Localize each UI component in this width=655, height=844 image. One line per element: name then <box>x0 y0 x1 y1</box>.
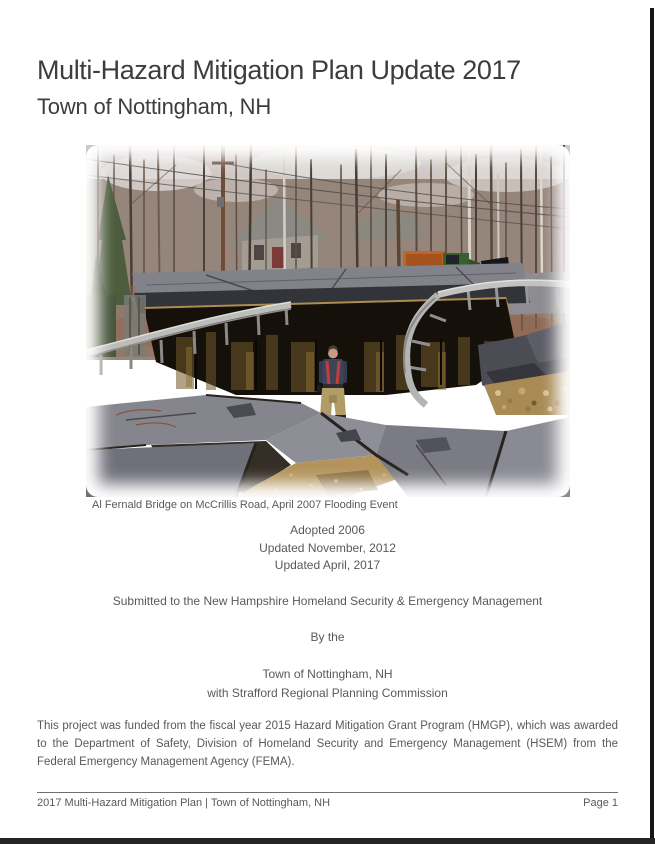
footer-divider <box>37 792 618 793</box>
cover-photo <box>86 145 570 497</box>
submitted-to-line: Submitted to the New Hampshire Homeland Security & Emergency Management <box>112 594 543 608</box>
planning-commission-line: with Strafford Regional Planning Commission <box>207 685 448 700</box>
by-the-line: By the <box>310 630 345 644</box>
page-title: Multi-Hazard Mitigation Plan Update 2017 <box>37 55 521 85</box>
cover-photo-illustration <box>86 145 570 497</box>
updated-2012-line: Updated November, 2012 <box>259 540 396 555</box>
adopted-line: Adopted 2006 <box>290 523 365 537</box>
photo-caption: Al Fernald Bridge on McCrillis Road, April 2007 Flooding Event <box>92 499 398 511</box>
scan-edge-right <box>650 8 654 844</box>
funding-paragraph: This project was funded from the fiscal year 2015 Hazard Mitigation Grant Program (HMGP), which was awarded to the Department of Safety, Division of Homeland Security and Emergency Management (HSEM) from the Federal Emergency Management Agency (FEMA). <box>37 720 618 768</box>
adoption-dates <box>37 522 618 575</box>
scan-edge-bottom <box>0 838 655 844</box>
town-line: Town of Nottingham, NH <box>262 667 393 681</box>
footer-document-title: 2017 Multi-Hazard Mitigation Plan | Town of Nottingham, NH <box>37 797 331 809</box>
updated-2017-line: Updated April, 2017 <box>274 558 381 572</box>
page-subtitle: Town of Nottingham, NH <box>37 94 272 119</box>
footer-page-number: Page 1 <box>583 797 618 809</box>
organization-block <box>37 665 618 702</box>
